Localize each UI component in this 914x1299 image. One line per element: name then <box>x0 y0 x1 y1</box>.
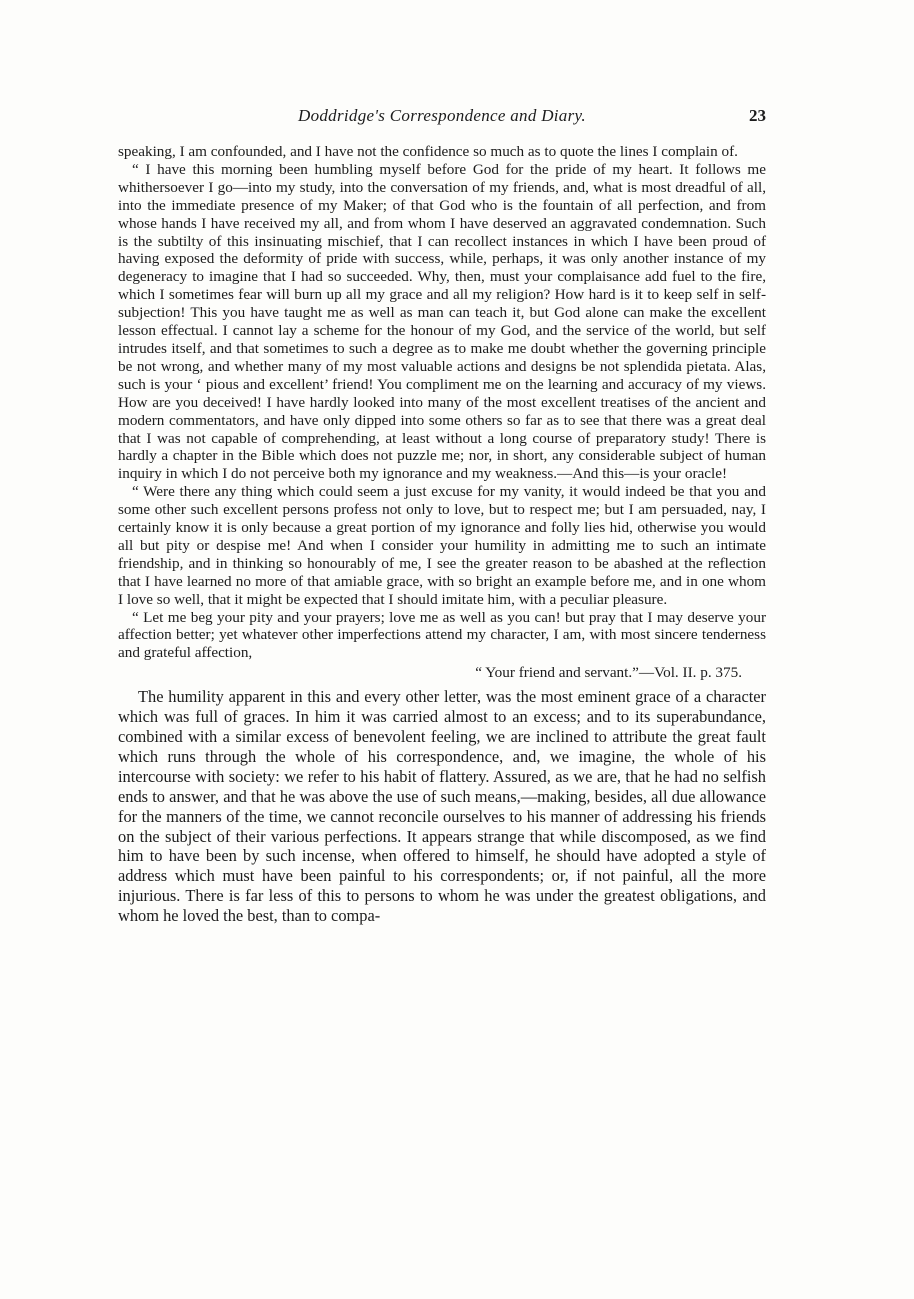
page-number: 23 <box>749 106 766 125</box>
letter-paragraph-3: “ Let me beg your pity and your prayers; love me as well as you can! but pray that I may deserve your affection better; yet whatever other imperfections attend my character, I am, with most sincere tenderness and grateful affection, <box>118 608 766 662</box>
letter-paragraph-2: “ Were there any thing which could seem a just excuse for my vanity, it would indeed be that you and some other such excellent persons profess not only to love, but to respect me; but I am persuaded, nay, I certainly know it is only because a great portion of my ignorance and folly lies hid, otherwise you would all but pity or despise me! And when I consider your humility in admitting me to such an intimate friendship, and in thinking so honourably of me, I see the greater reason to be abashed at the reflection that I have learned no more of that amiable grace, with so bright an example before me, and in one whom I love so well, that it might be expected that I should imitate him, with a peculiar pleasure. <box>118 483 766 608</box>
running-title: Doddridge's Correspondence and Diary. <box>298 106 586 125</box>
letter-opening: speaking, I am confounded, and I have not the confidence so much as to quote the lines I complain of. <box>118 143 738 160</box>
quoted-letter <box>118 143 766 682</box>
text-block <box>118 143 766 926</box>
running-head <box>118 106 766 130</box>
commentary-paragraph: The humility apparent in this and every other letter, was the most eminent grace of a character which was full of graces. In him it was carried almost to an excess; and to its superabundance, combined with a similar excess of benevolent feeling, we are inclined to attribute the great fault which runs through the whole of his correspondence, and, we imagine, the whole of his intercourse with society: we refer to his habit of flattery. Assured, as we are, that he had no selfish ends to answer, and that he was above the use of such means,—making, besides, all due allowance for the manners of the time, we cannot reconcile ourselves to his manner of addressing his friends on the subject of their various perfections. It appears strange that while discomposed, as we find him to have been by such incense, when offered to himself, he should have adopted a style of address which must have been painful to his correspondents; or, if not painful, all the more injurious. There is far less of this to persons to whom he was under the greatest obligations, and whom he loved the best, than to compa- <box>118 687 766 926</box>
letter-paragraph-1: “ I have this morning been humbling myself before God for the pride of my heart. It follows me whithersoever I go—into my study, into the conversation of my friends, and, what is most dreadful of all, into the immediate presence of my Maker; of that God who is the fountain of all perfection, and from whose hands I have received my all, and from whom I have deserved an aggravated condemnation. Such is the subtilty of this insinuating mischief, that I can recollect instances in which I have been proud of having exposed the deformity of pride with success, while, perhaps, it was only another instance of my degeneracy to imagine that I had so succeeded. Why, then, must your complaisance add fuel to the fire, which I sometimes fear will burn up all my grace and all my religion? How hard is it to keep self in self-subjection! This you have taught me as well as man can teach it, but God alone can make the excellent lesson effectual. I cannot lay a scheme for the honour of my God, and the service of the world, but self intrudes itself, and that sometimes to such a degree as to make me doubt whether the governing principle be not wrong, and whether many of my most valuable actions and designs be not splendida pietata. Alas, such is your ‘ pious and excellent’ friend! You compliment me on the learning and accuracy of my views. How are you deceived! I have hardly looked into many of the most excellent treatises of the ancient and modern commentators, and have only dipped into some others so far as to see that there was a great deal that I was not capable of comprehending, at least without a long course of preparatory study! There is hardly a chapter in the Bible which does not puzzle me; nor, in short, any considerable subject of human inquiry in which I do not perceive both my ignorance and my weakness.—And this—is your oracle! <box>118 160 766 483</box>
commentary <box>118 687 766 926</box>
letter-signature: “ Your friend and servant.”—Vol. II. p. 375. <box>475 664 742 682</box>
